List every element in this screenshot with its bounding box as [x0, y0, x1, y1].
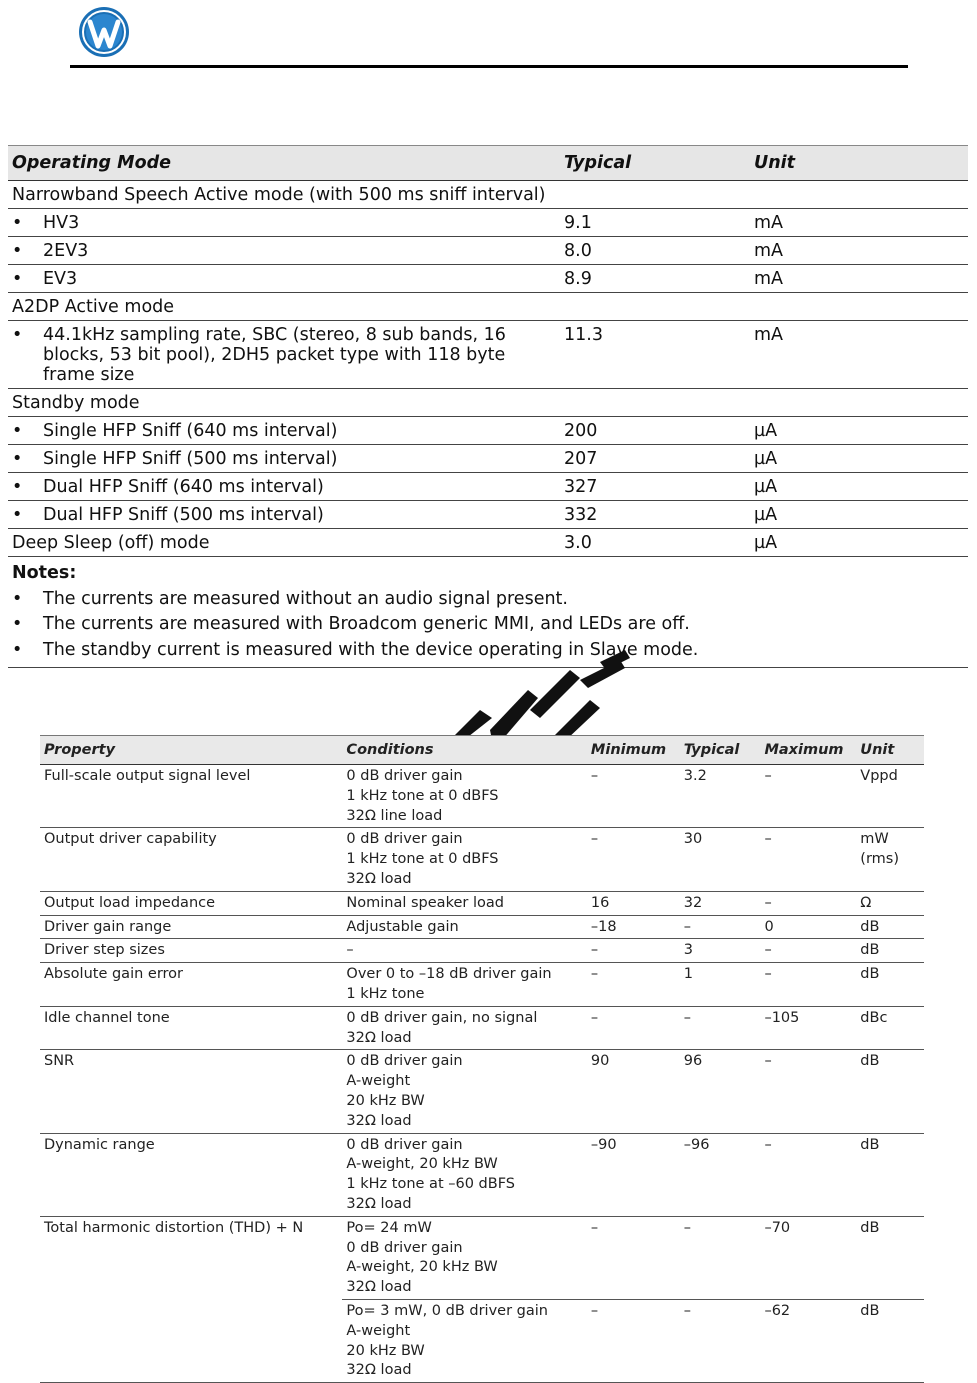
cell-property: Output load impedance [40, 891, 342, 915]
cell-property: Output driver capability [40, 828, 342, 891]
row-label: EV3 [43, 269, 78, 289]
cell-unit: Vppd [856, 765, 924, 828]
cell-conditions: Over 0 to –18 dB driver gain 1 kHz tone [342, 963, 587, 1007]
header-typical: Typical [680, 736, 761, 765]
row-typical: 3.0 [560, 529, 750, 557]
header-rule [70, 65, 908, 68]
bullet-icon: • [12, 477, 23, 497]
cell-unit: dB [856, 939, 924, 963]
bullet-icon: • [12, 421, 23, 441]
cell-unit: dBc [856, 1006, 924, 1050]
cell-conditions: 0 dB driver gain A-weight, 20 kHz BW 1 kHz tone at –60 dBFS 32Ω load [342, 1133, 587, 1216]
cell-maximum: – [760, 765, 856, 828]
cell-minimum: – [587, 939, 680, 963]
bullet-icon: • [12, 325, 23, 345]
cell-minimum: – [587, 765, 680, 828]
row-label: 44.1kHz sampling rate, SBC (stereo, 8 sub bands, 16 blocks, 53 bit pool), 2DH5 packet type with 118 byte frame size [43, 325, 506, 385]
audio-output-table [40, 735, 924, 1383]
cell-maximum: –70 [760, 1216, 856, 1299]
cell-minimum: – [587, 1299, 680, 1382]
cell-conditions: 0 dB driver gain, no signal 32Ω load [342, 1006, 587, 1050]
cell-conditions: Po= 3 mW, 0 dB driver gain A-weight 20 kHz BW 32Ω load [342, 1299, 587, 1382]
notes-title: Notes: [12, 563, 77, 583]
cell-minimum: – [587, 963, 680, 1007]
row-label: Dual HFP Sniff (640 ms interval) [43, 477, 324, 497]
cell-maximum: – [760, 1133, 856, 1216]
cell-unit: dB [856, 915, 924, 939]
row-unit: mA [750, 209, 968, 237]
section-title: A2DP Active mode [8, 293, 968, 321]
cell-property: Dynamic range [40, 1133, 342, 1216]
table-row [8, 237, 968, 265]
cell-minimum: –18 [587, 915, 680, 939]
company-logo-icon [78, 6, 130, 58]
row-label: Single HFP Sniff (640 ms interval) [43, 421, 338, 441]
cell-unit: Ω [856, 891, 924, 915]
cell-typical: – [680, 1299, 761, 1382]
cell-property: Full-scale output signal level [40, 765, 342, 828]
cell-conditions: 0 dB driver gain 1 kHz tone at 0 dBFS 32Ω load [342, 828, 587, 891]
bullet-icon: • [12, 639, 23, 660]
cell-property: Absolute gain error [40, 963, 342, 1007]
row-typical: 207 [560, 445, 750, 473]
cell-unit: dB [856, 963, 924, 1007]
row-typical: 327 [560, 473, 750, 501]
section-row [8, 389, 968, 417]
section-title: Narrowband Speech Active mode (with 500 ms sniff interval) [8, 181, 968, 209]
watermark-fragment [420, 640, 660, 740]
cell-unit: mW (rms) [856, 828, 924, 891]
cell-typical: 96 [680, 1050, 761, 1133]
cell-maximum: – [760, 1050, 856, 1133]
cell-maximum: – [760, 891, 856, 915]
row-unit: µA [750, 445, 968, 473]
bullet-icon: • [12, 269, 23, 289]
row-unit: mA [750, 321, 968, 389]
section-row [8, 293, 968, 321]
row-typical: 11.3 [560, 321, 750, 389]
table-row [8, 265, 968, 293]
table-row [8, 321, 968, 389]
cell-maximum: – [760, 963, 856, 1007]
cell-unit: dB [856, 1216, 924, 1299]
cell-minimum: 16 [587, 891, 680, 915]
header-typical: Typical [560, 146, 750, 181]
cell-conditions: – [342, 939, 587, 963]
row-label: 2EV3 [43, 241, 89, 261]
cell-typical: 3 [680, 939, 761, 963]
row-label: Dual HFP Sniff (500 ms interval) [43, 505, 324, 525]
cell-maximum: – [760, 939, 856, 963]
row-label: Single HFP Sniff (500 ms interval) [43, 449, 338, 469]
cell-minimum: 90 [587, 1050, 680, 1133]
cell-maximum: – [760, 828, 856, 891]
table-row [40, 765, 924, 828]
table-row [40, 963, 924, 1007]
bullet-icon: • [12, 588, 23, 609]
cell-conditions: 0 dB driver gain 1 kHz tone at 0 dBFS 32Ω line load [342, 765, 587, 828]
header-minimum: Minimum [587, 736, 680, 765]
cell-unit: dB [856, 1133, 924, 1216]
table-row [8, 473, 968, 501]
cell-typical: 30 [680, 828, 761, 891]
section-row [8, 181, 968, 209]
header-unit: Unit [750, 146, 968, 181]
row-label: HV3 [43, 213, 80, 233]
table-row [40, 828, 924, 891]
note-item: • The currents are measured with Broadcom generic MMI, and LEDs are off. [12, 612, 964, 638]
table-header-row [8, 146, 968, 181]
table-row [40, 939, 924, 963]
table-row [40, 891, 924, 915]
header-operating-mode: Operating Mode [8, 146, 560, 181]
cell-conditions: 0 dB driver gain A-weight 20 kHz BW 32Ω load [342, 1050, 587, 1133]
row-typical: 9.1 [560, 209, 750, 237]
cell-maximum: –105 [760, 1006, 856, 1050]
row-unit: µA [750, 473, 968, 501]
header-unit: Unit [856, 736, 924, 765]
table-row [8, 417, 968, 445]
row-typical: 8.9 [560, 265, 750, 293]
bullet-icon: • [12, 614, 23, 634]
table-row [40, 1006, 924, 1050]
cell-minimum: – [587, 1006, 680, 1050]
cell-property: Idle channel tone [40, 1006, 342, 1050]
cell-unit: dB [856, 1050, 924, 1133]
cell-typical: – [680, 915, 761, 939]
operating-current-table [8, 145, 968, 668]
cell-unit: dB [856, 1299, 924, 1382]
cell-typical: –96 [680, 1133, 761, 1216]
note-item: • The currents are measured without an audio signal present. [12, 587, 964, 613]
table-row [40, 1133, 924, 1216]
bullet-icon: • [12, 241, 23, 261]
cell-conditions: Adjustable gain [342, 915, 587, 939]
row-typical: 8.0 [560, 237, 750, 265]
table-row [40, 915, 924, 939]
cell-conditions: Po= 24 mW 0 dB driver gain A-weight, 20 kHz BW 32Ω load [342, 1216, 587, 1299]
table-header-row [40, 736, 924, 765]
bullet-icon: • [12, 449, 23, 469]
row-typical: 332 [560, 501, 750, 529]
row-unit: mA [750, 265, 968, 293]
cell-minimum: – [587, 1216, 680, 1299]
cell-minimum: – [587, 828, 680, 891]
cell-typical: 32 [680, 891, 761, 915]
cell-property: Driver step sizes [40, 939, 342, 963]
cell-typical: 3.2 [680, 765, 761, 828]
header-property: Property [40, 736, 342, 765]
table-row [8, 529, 968, 557]
cell-typical: – [680, 1216, 761, 1299]
cell-maximum: –62 [760, 1299, 856, 1382]
cell-conditions: Nominal speaker load [342, 891, 587, 915]
cell-minimum: –90 [587, 1133, 680, 1216]
row-label: Deep Sleep (off) mode [8, 529, 560, 557]
table-row [8, 501, 968, 529]
bullet-icon: • [12, 213, 23, 233]
cell-maximum: 0 [760, 915, 856, 939]
header-conditions: Conditions [342, 736, 587, 765]
cell-property: SNR [40, 1050, 342, 1133]
cell-typical: – [680, 1006, 761, 1050]
table-row [40, 1216, 924, 1299]
bullet-icon: • [12, 505, 23, 525]
header-maximum: Maximum [760, 736, 856, 765]
row-unit: mA [750, 237, 968, 265]
row-unit: µA [750, 529, 968, 557]
row-unit: µA [750, 501, 968, 529]
row-typical: 200 [560, 417, 750, 445]
table-row [8, 209, 968, 237]
table-row [40, 1050, 924, 1133]
cell-property: Driver gain range [40, 915, 342, 939]
row-unit: µA [750, 417, 968, 445]
section-title: Standby mode [8, 389, 968, 417]
cell-property: Total harmonic distortion (THD) + N [40, 1216, 342, 1382]
note-item: • The standby current is measured with the device operating in Slave mode. [12, 638, 964, 664]
table-row [8, 445, 968, 473]
cell-typical: 1 [680, 963, 761, 1007]
